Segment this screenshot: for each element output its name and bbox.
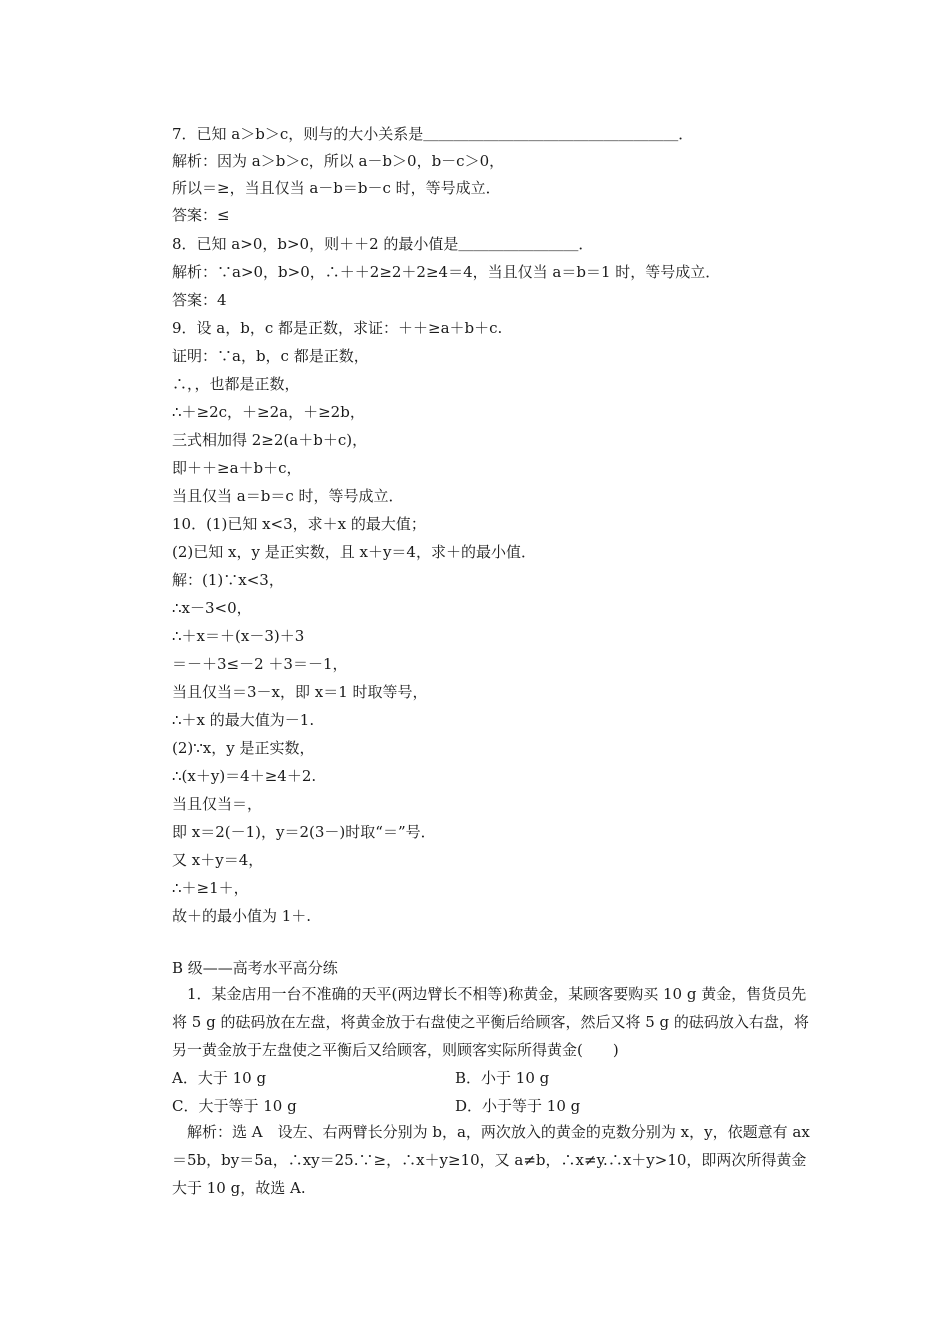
q9-proof-2: ∴，，也都是正数， <box>172 375 300 393</box>
option-c: C．大于等于 10 g <box>172 1097 297 1115</box>
q7-answer: 答案：≤ <box>172 206 230 224</box>
q10-solution-6: ∴＋x 的最大值为－1. <box>172 711 315 729</box>
q8-question: 8．已知 a>0，b>0，则＋＋2 的最小值是＿＿＿＿＿＿＿＿． <box>172 235 594 253</box>
q7-question: 7．已知 a＞b＞c，则与的大小关系是＿＿＿＿＿＿＿＿＿＿＿＿＿＿＿＿＿． <box>172 125 694 143</box>
q10-part2: (2)已知 x，y 是正实数，且 x＋y＝4，求＋的最小值． <box>172 543 536 561</box>
q10-solution-13: 故＋的最小值为 1＋. <box>172 907 312 925</box>
option-d: D．小于等于 10 g <box>455 1097 581 1115</box>
q8-analysis: 解析：∵a>0，b>0，∴＋＋2≥2＋2≥4＝4，当且仅当 a＝b＝1 时，等号成立． <box>172 263 721 281</box>
q7-analysis-2: 所以＝≥，当且仅当 a－b＝b－c 时，等号成立． <box>172 179 501 197</box>
q10-solution-4: ＝－＋3≤－2 ＋3＝－1， <box>172 655 348 673</box>
q10-solution-8: ∴(x＋y)＝4＋≥4＋2. <box>172 767 317 785</box>
q10-solution-5: 当且仅当＝3－x，即 x＝1 时取等号， <box>172 683 428 701</box>
q9-proof-5: 即＋＋≥a＋b＋c， <box>172 459 302 477</box>
q9-question: 9．设 a，b，c 都是正数，求证：＋＋≥a＋b＋c. <box>172 319 503 337</box>
q10-solution-12: ∴＋≥1＋， <box>172 879 249 897</box>
q10-solution-3: ∴＋x＝＋(x－3)＋3 <box>172 627 305 645</box>
q10-solution-7: (2)∵x，y 是正实数， <box>172 739 315 757</box>
option-b: B．小于 10 g <box>455 1069 550 1087</box>
q7-analysis-1: 解析：因为 a＞b＞c，所以 a－b＞0，b－c＞0， <box>172 152 505 170</box>
q10-solution-1: 解：(1)∵x<3， <box>172 571 284 589</box>
section-b-heading: B 级——高考水平高分练 <box>172 959 338 977</box>
q10-solution-2: ∴x－3<0， <box>172 599 252 617</box>
option-a: A．大于 10 g <box>172 1069 267 1087</box>
q10-part1: 10．(1)已知 x<3，求＋x 的最大值； <box>172 515 426 533</box>
q9-proof-6: 当且仅当 a＝b＝c 时，等号成立． <box>172 487 404 505</box>
q10-solution-11: 又 x＋y＝4， <box>172 851 264 869</box>
q9-proof-3: ∴＋≥2c，＋≥2a，＋≥2b， <box>172 403 365 421</box>
q9-proof-4: 三式相加得 2≥2(a＋b＋c)， <box>172 431 368 449</box>
b-q1-analysis: 解析：选 A 设左、右两臂长分别为 b，a，两次放入的黄金的克数分别为 x，y，依题意有 ax＝5b，by＝5a，∴xy＝25.∵≥，∴x＋y≥10，又 a≠b，∴x≠y.∴x＋y>10，即两次所得黄金大于 10 g，故选 A. <box>172 1123 810 1197</box>
q10-solution-10: 即 x＝2(－1)，y＝2(3－)时取“＝”号． <box>172 823 436 841</box>
q10-solution-9: 当且仅当＝， <box>172 795 263 813</box>
q9-proof-1: 证明：∵a，b，c 都是正数， <box>172 347 369 365</box>
b-q1-question: 1．某金店用一台不准确的天平(两边臂长不相等)称黄金，某顾客要购买 10 g 黄金，售货员先将 5 g 的砝码放在左盘，将黄金放于右盘使之平衡后给顾客，然后又将 5 g 的砝码放入右盘，将另一黄金放于左盘使之平衡后又给顾客，则顾客实际所得黄金( ) <box>172 985 809 1059</box>
q8-answer: 答案：4 <box>172 291 227 309</box>
